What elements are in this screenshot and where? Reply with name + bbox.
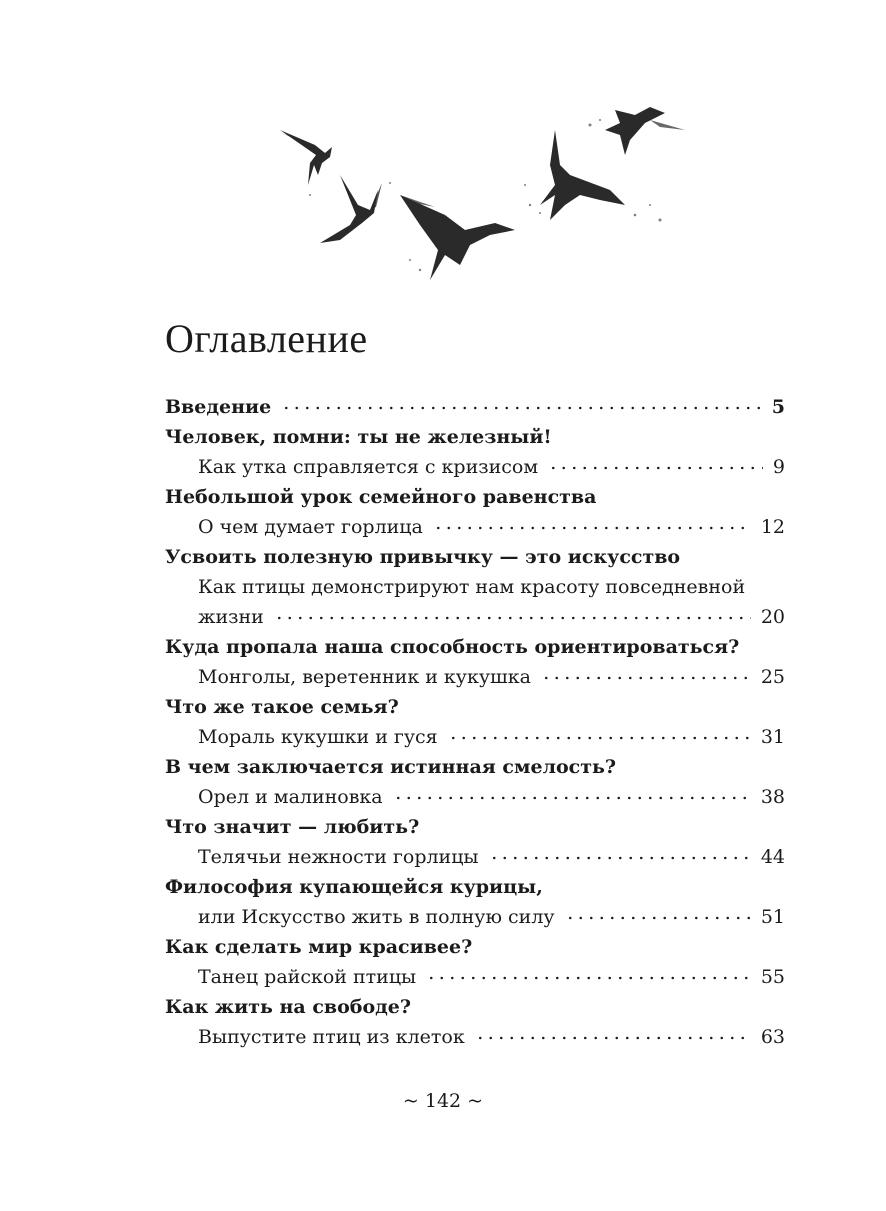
dot-leader (281, 394, 762, 413)
toc-entry[interactable]: Выпустите птиц из клеток 63 (165, 1022, 785, 1052)
toc-chapter-title[interactable]: Усвоить полезную привычку — это искусство (165, 546, 681, 568)
toc-chapter-title[interactable]: Небольшой урок семейного равенства (165, 486, 597, 508)
toc-page-number: 9 (772, 456, 785, 478)
page-title: Оглавление (165, 316, 368, 361)
dot-leader (426, 964, 751, 983)
toc-page-number: 38 (760, 786, 785, 808)
toc-entry[interactable]: Монголы, веретенник и кукушка 25 (165, 662, 785, 692)
toc-chapter-title[interactable]: В чем заключается истинная смелость? (165, 756, 617, 778)
table-of-contents (165, 392, 785, 1052)
toc-entry[interactable]: Как утка справляется с кризисом 9 (165, 452, 785, 482)
swallows-icon (270, 95, 700, 295)
dot-leader (489, 844, 751, 863)
page-number-footer: ~ 142 ~ (402, 1090, 484, 1112)
dot-leader (393, 784, 751, 803)
toc-entry-line[interactable]: Как птицы демонстрируют нам красоту повседневной (198, 576, 746, 598)
toc-chapter-title[interactable]: Как сделать мир красивее? (165, 936, 473, 958)
toc-chapter-title[interactable]: Куда пропала наша способность ориентироваться? (165, 636, 740, 658)
toc-page-number: 25 (760, 666, 785, 688)
dot-leader (274, 604, 751, 623)
toc-entry[interactable]: или Искусство жить в полную силу 51 (165, 902, 785, 932)
toc-chapter-title[interactable]: Что значит — любить? (165, 816, 420, 838)
toc-page-number: 31 (760, 726, 785, 748)
toc-entry[interactable]: О чем думает горлица 12 (165, 512, 785, 542)
dot-leader (475, 1024, 751, 1043)
toc-page-number: 12 (760, 516, 785, 538)
dot-leader (541, 664, 751, 683)
toc-entry[interactable]: Мораль кукушки и гуся 31 (165, 722, 785, 752)
toc-page-number: 55 (760, 966, 785, 988)
toc-page-number: 63 (760, 1026, 785, 1048)
toc-page-number: 20 (760, 606, 785, 628)
toc-page-number: 44 (760, 846, 785, 868)
toc-chapter-label: Введение (165, 396, 272, 418)
toc-chapter-title[interactable]: Человек, помни: ты не железный! (165, 426, 552, 448)
toc-entry[interactable]: Орел и малиновка 38 (165, 782, 785, 812)
dot-leader (565, 904, 751, 923)
toc-entry[interactable]: жизни 20 (165, 602, 785, 632)
dot-leader (548, 454, 763, 473)
dot-leader (433, 514, 751, 533)
toc-entry[interactable]: Танец райской птицы 55 (165, 962, 785, 992)
swallows-illustration (270, 95, 700, 295)
toc-chapter-title[interactable]: Что же такое семья? (165, 696, 399, 718)
toc-page-number: 5 (771, 396, 785, 418)
toc-chapter-title[interactable]: Философия купающейся курицы, (165, 876, 543, 898)
toc-chapter-title[interactable]: Как жить на свободе? (165, 996, 411, 1018)
dot-leader (448, 724, 751, 743)
toc-page-number: 51 (760, 906, 785, 928)
toc-entry[interactable]: Телячьи нежности горлицы 44 (165, 842, 785, 872)
toc-entry-intro[interactable] (165, 392, 785, 422)
